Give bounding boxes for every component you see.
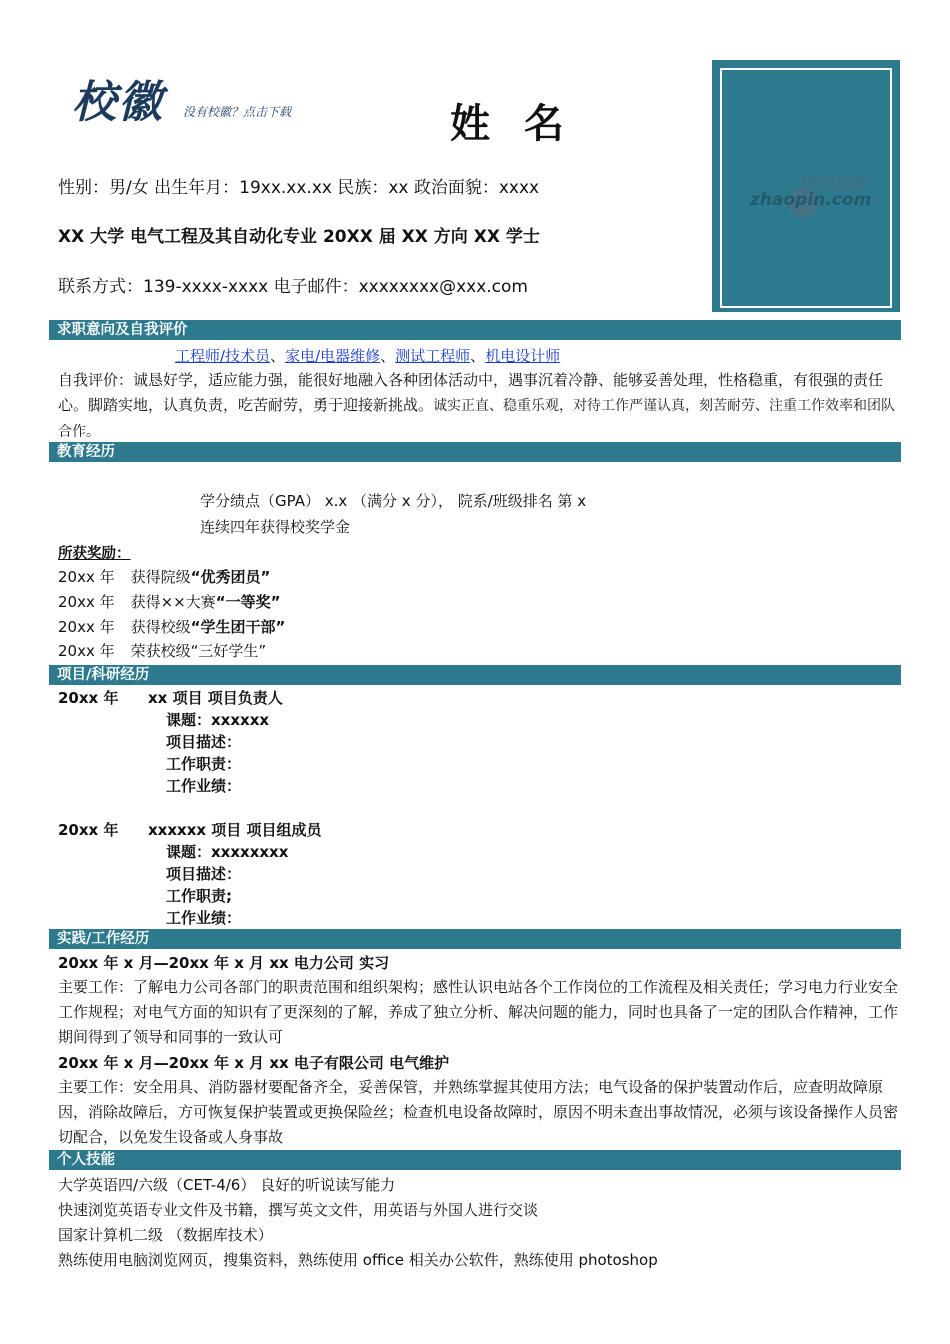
job-intent-list	[175, 345, 560, 366]
job-link-designer[interactable]: 机电设计师	[485, 347, 561, 365]
section-header-projects	[49, 665, 901, 685]
section-header-skills	[49, 1150, 901, 1170]
watermark-en: zhaopin.com	[750, 190, 872, 210]
section-title: 教育经历	[57, 444, 115, 460]
photo-border	[720, 68, 892, 308]
watermark-cn: 智联招聘	[798, 175, 866, 195]
school-info: XX 大学 电气工程及其自动化专业 20XX 届 XX 方向 XX 学士	[58, 227, 540, 247]
logo-download-link[interactable]: 没有校徽？点击下载	[183, 105, 292, 119]
award-text: 获得院级	[130, 568, 191, 586]
project-title: xx 项目 项目负责人	[148, 689, 283, 707]
project-year: 20xx 年	[58, 821, 119, 839]
award-year: 20xx 年	[58, 618, 115, 636]
project-result: 工作业绩：	[166, 777, 242, 795]
photo-frame[interactable]	[712, 60, 900, 312]
practice-head: 20xx 年 x 月—20xx 年 x 月 xx 电力公司 实习	[58, 954, 390, 972]
award-year: 20xx 年	[58, 568, 115, 586]
award-text: 荣获校级“三好学生”	[130, 642, 267, 660]
skill-item: 国家计算机二级 （数据库技术）	[58, 1226, 273, 1244]
job-link-engineer[interactable]: 工程师/技术员	[175, 347, 271, 365]
job-link-appliance[interactable]: 家电/电器维修	[285, 347, 381, 365]
section-title: 项目/科研经历	[57, 667, 150, 683]
practice-body: 主要工作：安全用具、消防器材要配备齐全，妥善保管，并熟练掌握其使用方法；电气设备的保护装置动作后，应查明故障原因，消除故障后，方可恢复保护装置或更换保险丝；检查机电设备故障时，原因不明未查出事故情况，必须与该设备操作人员密切配合，以免发生设备或人身事故	[58, 1078, 899, 1146]
section-header-intent	[49, 320, 901, 340]
section-title: 个人技能	[57, 1152, 115, 1168]
separator: 、	[380, 347, 396, 365]
award-year: 20xx 年	[58, 642, 115, 660]
project-duty: 工作职责;	[166, 887, 232, 905]
skill-item: 快速浏览英语专业文件及书籍，撰写英文文件，用英语与外国人进行交谈	[58, 1201, 539, 1219]
award-item	[58, 591, 280, 612]
gpa-line: 学分绩点（GPA） x.x （满分 x 分）， 院系/班级排名 第 x	[200, 492, 587, 510]
practice-body: 主要工作：了解电力公司各部门的职责范围和组织架构；感性认识电站各个工作岗位的工作流程及相关责任；学习电力行业安全工作规程；对电气方面的知识有了更深刻的了解，养成了独立分析、解决问题的能力，同时也具备了一定的团队合作精神，工作期间得到了领导和同事的一致认可	[58, 978, 899, 1046]
award-highlight: “优秀团员”	[190, 568, 271, 586]
job-link-tester[interactable]: 测试工程师	[395, 347, 471, 365]
project-topic: 课题：xxxxxxxx	[166, 843, 289, 861]
personal-info: 性别：男/女 出生年月：19xx.xx.xx 民族：xx 政治面貌：xxxx	[58, 178, 540, 198]
award-item	[58, 640, 266, 661]
section-header-practice	[49, 929, 901, 949]
self-evaluation	[58, 368, 898, 445]
award-item	[58, 616, 285, 637]
project-desc: 项目描述：	[166, 865, 242, 883]
project-result: 工作业绩：	[166, 909, 242, 927]
resume-name: 姓 名	[450, 101, 574, 147]
award-text: 获得××大赛	[130, 593, 216, 611]
award-item	[58, 566, 270, 587]
practice-head: 20xx 年 x 月—20xx 年 x 月 xx 电子有限公司 电气维护	[58, 1054, 450, 1072]
skill-item: 大学英语四/六级（CET-4/6） 良好的听说读写能力	[58, 1176, 396, 1194]
award-year: 20xx 年	[58, 593, 115, 611]
project-desc: 项目描述：	[166, 733, 242, 751]
project-year: 20xx 年	[58, 689, 119, 707]
award-highlight: “一等奖”	[215, 593, 281, 611]
self-eval-text: 自我评价：诚恳好学，适应能力强，能很好地融入各种团体活动中，遇事沉着冷静、能够妥善处理，性格稳重，有很强的责任心。脚踏实地，认真负责，吃苦耐劳，勇于迎接新挑战。	[58, 371, 884, 414]
separator: 、	[270, 347, 286, 365]
separator: 、	[470, 347, 486, 365]
section-title: 实践/工作经历	[57, 931, 150, 947]
school-logo: 校徽	[72, 77, 164, 128]
self-eval-tail: 诚实正直、稳重乐观，对待工作严谨认真，刻苦耐劳、注重工作效率和团队合作。	[58, 398, 896, 440]
section-header-education	[49, 442, 901, 462]
project-title: xxxxxx 项目 项目组成员	[148, 821, 322, 839]
scholarship-line: 连续四年获得校奖学金	[200, 518, 351, 536]
award-highlight: “学生团干部”	[190, 618, 286, 636]
project-duty: 工作职责：	[166, 755, 242, 773]
awards-label: 所获奖励：	[58, 546, 131, 562]
skill-item: 熟练使用电脑浏览网页，搜集资料，熟练使用 office 相关办公软件，熟练使用 photoshop	[58, 1251, 658, 1269]
project-topic: 课题：xxxxxx	[166, 711, 270, 729]
award-text: 获得校级	[130, 618, 191, 636]
contact-info: 联系方式：139-xxxx-xxxx 电子邮件：xxxxxxxx@xxx.com	[58, 277, 528, 297]
section-title: 求职意向及自我评价	[57, 322, 188, 338]
